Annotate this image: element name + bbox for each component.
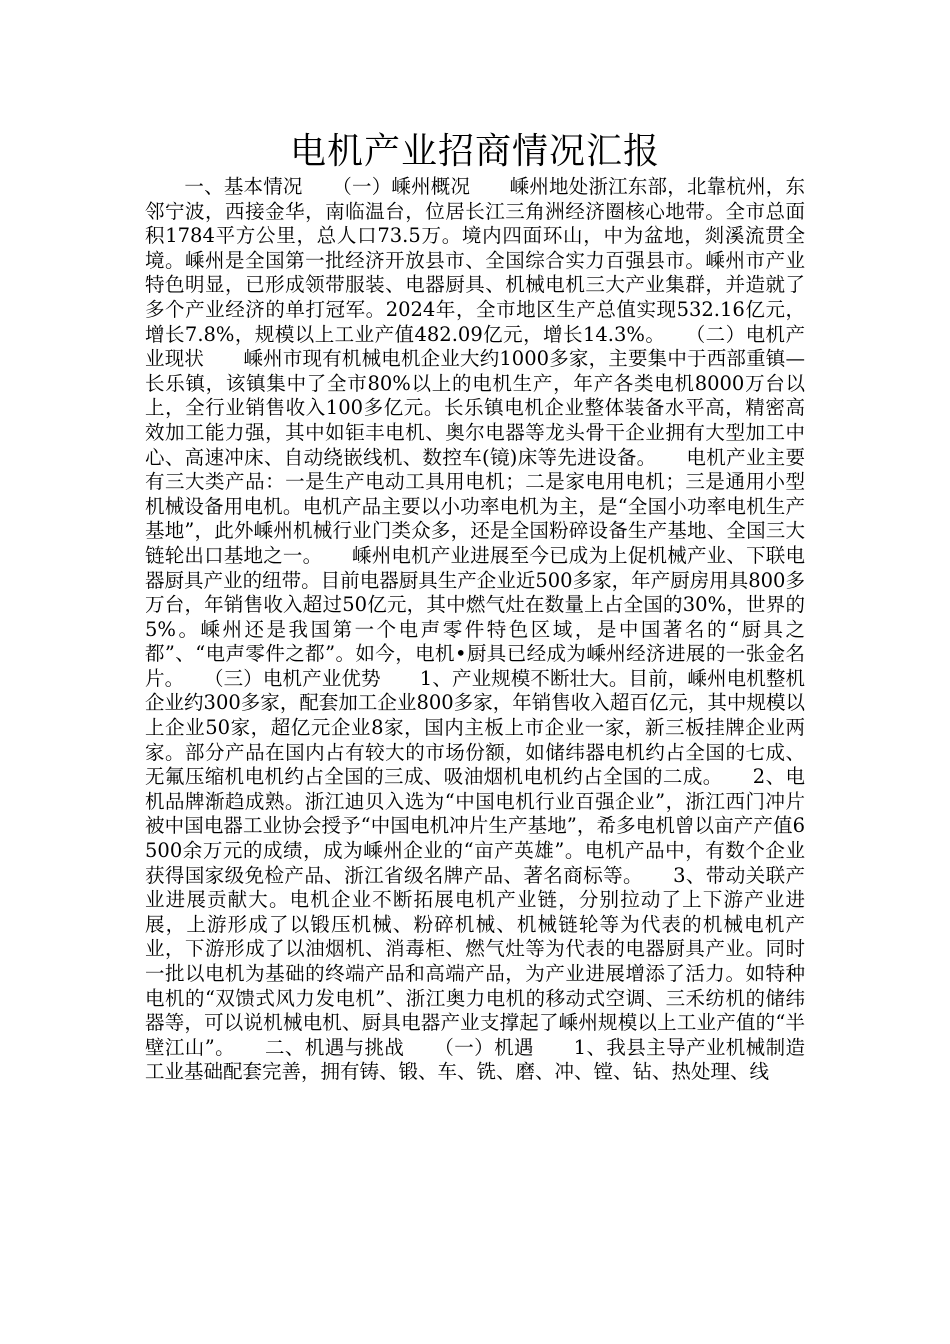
document-body: 一、基本情况 （一）嵊州概况 嵊州地处浙江东部，北靠杭州，东邻宁波，西接金华，南临温台，位居长江三角洲经济圈核心地带。全市总面积1784平方公里，总人口73.5万。境内四面环山，中为盆地，剡溪流贯全境。嵊州是全国第一批经济开放县市、全国综合实力百强县市。嵊州市产业特色明显，已形成领带服装、电器厨具、机械电机三大产业集群，并造就了多个产业经济的单打冠军。2024年，全市地区生产总值实现532.16亿元，增长7.8%，规模以上工业产值482.09亿元，增长14.3%。 （二）电机产业现状 嵊州市现有机械电机企业大约1000多家，主要集中于西部重镇—长乐镇，该镇集中了全市80%以上的电机生产，年产各类电机8000万台以上，全行业销售收入100多亿元。长乐镇电机企业整体装备水平高，精密高效加工能力强，其中如钜丰电机、奥尔电器等龙头骨干企业拥有大型加工中心、高速冲床、自动绕嵌线机、数控车(镜)床等先进设备。 电机产业主要有三大类产品：一是生产电动工具用电机；二是家电用电机；三是通用小型机械设备用电机。电机产品主要以小功率电机为主，是“全国小功率电机生产基地”，此外嵊州机械行业门类众多，还是全国粉碎设备生产基地、全国三大链轮出口基地之一。 嵊州电机产业进展至今已成为上促机械产业、下联电器厨具产业的纽带。目前电器厨具生产企业近500多家，年产厨房用具800多万台，年销售收入超过50亿元，其中燃气灶在数量上占全国的30%，世界的5%。嵊州还是我国第一个电声零件特色区域，是中国著名的“厨具之都”、“电声零件之都”。如今，电机•厨具已经成为嵊州经济进展的一张金名片。 （三）电机产业优势 1、产业规模不断壮大。目前，嵊州电机整机企业约300多家，配套加工企业800多家，年销售收入超百亿元，其中规模以上企业50家，超亿元企业8家，国内主板上市企业一家，新三板挂牌企业两家。部分产品在国内占有较大的市场份额，如储纬器电机约占全国的七成、无氟压缩机电机约占全国的三成、吸油烟机电机约占全国的二成。 2、电机品牌渐趋成熟。浙江迪贝入选为“中国电机行业百强企业”，浙江西门冲片被中国电器工业协会授予“中国电机冲片生产基地”，希多电机曾以亩产产值6500余万元的成绩，成为嵊州企业的“亩产英雄”。电机产品中，有数个企业获得国家级免检产品、浙江省级名牌产品、著名商标等。 3、带动关联产业进展贡献大。电机企业不断拓展电机产业链，分别拉动了上下游产业进展，上游形成了以锻压机械、粉碎机械、机械链轮等为代表的机械电机产业，下游形成了以油烟机、消毒柜、燃气灶等为代表的电器厨具产业。同时一批以电机为基础的终端产品和高端产品，为产业进展增添了活力。如特种电机的“双馈式风力发电机”、浙江奥力电机的移动式空调、三禾纺机的储纬器等，可以说机械电机、厨具电器产业支撑起了嵊州规模以上工业产值的“半壁江山”。 二、机遇与挑战 （一）机遇 1、我县主导产业机械制造工业基础配套完善，拥有铸、锻、车、铣、磨、冲、镗、钻、热处理、线 — [145, 175, 805, 1084]
document-title: 电机产业招商情况汇报 — [289, 131, 660, 172]
